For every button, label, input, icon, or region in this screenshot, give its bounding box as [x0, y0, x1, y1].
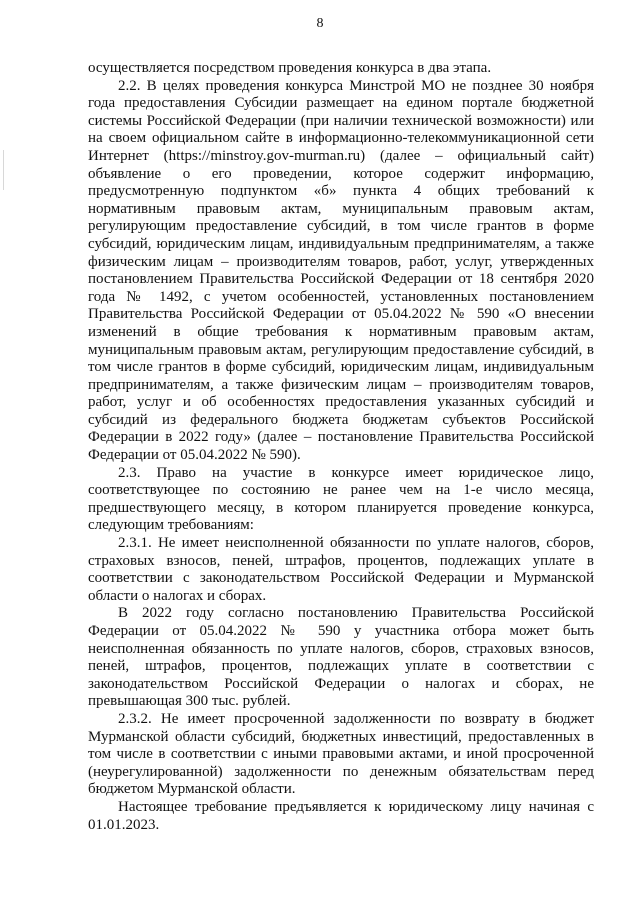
paragraph-2-3: 2.3. Право на участие в конкурсе имеет юридическое лицо, соответствующее по состоянию не ранее чем на 1-е число месяца, предшествующего месяцу, в котором планируется проведение конкурса, следующим требованиям: [88, 464, 594, 534]
paragraph-requirement-date: Настоящее требование предъявляется к юридическому лицу начиная с 01.01.2023. [88, 798, 594, 833]
paragraph-2-3-2: 2.3.2. Не имеет просроченной задолженности по возврату в бюджет Мурманской области субсидий, бюджетных инвестиций, предоставленных в том числе в соответствии с иными правовыми актами, и иной просроченной (неурегулированной) задолженности по денежным обязательствам перед бюджетом Мурманской области. [88, 710, 594, 798]
page-number: 8 [316, 16, 324, 31]
paragraph-2-3-1: 2.3.1. Не имеет неисполненной обязанности по уплате налогов, сборов, страховых взносов, пеней, штрафов, процентов, подлежащих уплате в соответствии с законодательством Российской Федерации и Мурманской области о налогах и сборах. [88, 535, 594, 604]
paragraph-continuation: осуществляется посредством проведения конкурса в два этапа. [88, 60, 492, 76]
document-body [88, 60, 594, 834]
scan-edge-mark [3, 150, 4, 190]
paragraph-2-2: 2.2. В целях проведения конкурса Минстрой МО не позднее 30 ноября года предоставления Субсидии размещает на едином портале бюджетной системы Российской Федерации (при наличии технической возможности) или на своем официальном сайте в информационно-телекоммуникационной сети Интернет (https://minstroy.gov-murman.ru) (далее – официальный сайт) объявление о его проведении, которое содержит информацию, предусмотренную подпунктом «б» пункта 4 общих требований к нормативным правовым актам, муниципальным правовым актам, регулирующим предоставление субсидий, в том числе грантов в форме субсидий, юридическим лицам, индивидуальным предпринимателям, а также физическим лицам – производителям товаров, работ, услуг, утвержденных постановлением Правительства Российской Федерации от 18 сентября 2020 года № 1492, с учетом особенностей, установленных постановлением Правительства Российской Федерации от 05.04.2022 № 590 «О внесении изменений в общие требования к нормативным правовым актам, муниципальным правовым актам, регулирующим предоставление субсидий, в том числе грантов в форме субсидий, юридическим лицам, индивидуальным предпринимателям, а также физическим лицам – производителям товаров, работ, услуг и об особенностях предоставления указанных субсидий и субсидий из федерального бюджета бюджетам субъектов Российской Федерации в 2022 году» (далее – постановление Правительства Российской Федерации от 05.04.2022 № 590). [88, 77, 594, 464]
paragraph-2022-exception: В 2022 году согласно постановлению Правительства Российской Федерации от 05.04.2022 № 590 у участника отбора может быть неисполненная обязанность по уплате налогов, сборов, страховых взносов, пеней, штрафов, процентов, подлежащих уплате в соответствии с законодательством Российской Федерации о налогах и сборах, не превышающая 300 тыс. рублей. [88, 605, 594, 710]
